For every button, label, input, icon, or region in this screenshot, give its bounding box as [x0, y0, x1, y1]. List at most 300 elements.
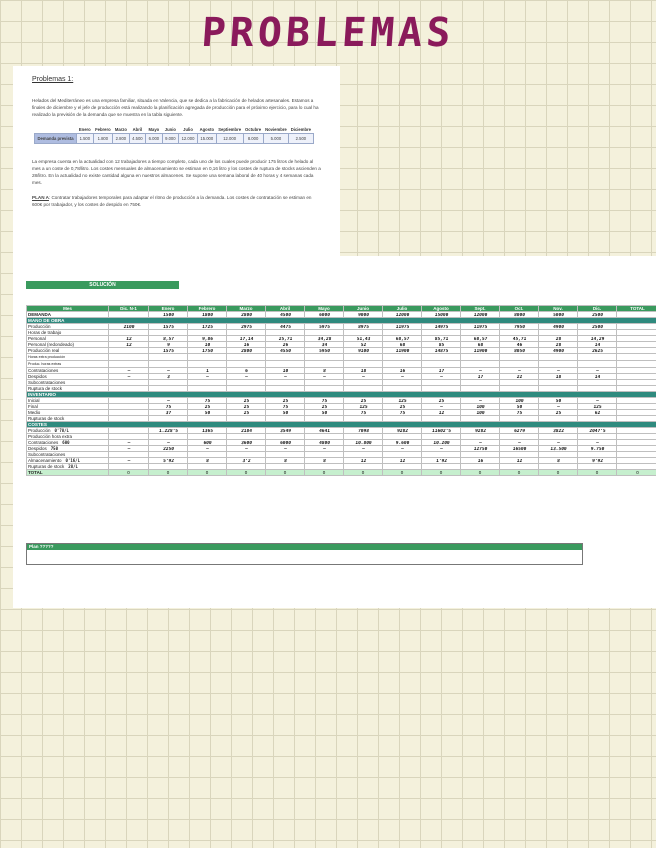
table-cell[interactable]: —: [538, 404, 578, 410]
table-cell[interactable]: —: [538, 440, 578, 446]
table-cell[interactable]: 18: [343, 368, 383, 374]
table-cell[interactable]: —: [187, 446, 227, 452]
table-cell[interactable]: —: [577, 368, 617, 374]
table-cell[interactable]: 12: [343, 458, 383, 464]
table-cell[interactable]: [187, 380, 227, 386]
table-cell[interactable]: —: [148, 398, 188, 404]
table-cell[interactable]: —: [460, 398, 500, 404]
table-cell[interactable]: 11900: [382, 348, 422, 354]
table-cell[interactable]: [382, 361, 422, 368]
table-cell[interactable]: [616, 458, 656, 464]
table-cell[interactable]: 0: [266, 470, 305, 476]
table-cell[interactable]: [499, 380, 539, 386]
table-cell[interactable]: [304, 452, 344, 458]
table-cell[interactable]: [187, 464, 227, 470]
table-cell[interactable]: [382, 452, 422, 458]
table-cell[interactable]: 100: [499, 398, 539, 404]
table-cell[interactable]: [499, 452, 539, 458]
table-cell[interactable]: 5000: [538, 312, 578, 318]
table-cell[interactable]: 2500: [577, 312, 617, 318]
table-cell[interactable]: 6000: [265, 440, 305, 446]
table-cell[interactable]: [460, 452, 500, 458]
table-cell[interactable]: 4641: [304, 428, 344, 434]
table-cell[interactable]: —: [226, 446, 266, 452]
table-cell[interactable]: 25: [421, 398, 461, 404]
table-cell[interactable]: [187, 434, 227, 440]
table-cell[interactable]: 8050: [499, 348, 539, 354]
table-cell[interactable]: [577, 361, 617, 368]
table-cell[interactable]: 14975: [421, 324, 461, 330]
table-cell[interactable]: 17: [460, 374, 500, 380]
table-cell[interactable]: [108, 428, 149, 434]
table-cell[interactable]: 3822: [538, 428, 578, 434]
table-cell[interactable]: —: [460, 368, 500, 374]
table-cell[interactable]: [265, 354, 305, 361]
table-cell[interactable]: [187, 416, 227, 422]
table-cell[interactable]: 34,28: [304, 336, 344, 342]
table-cell[interactable]: 26: [265, 342, 305, 348]
table-cell[interactable]: [616, 312, 656, 318]
table-cell[interactable]: 12: [421, 410, 461, 416]
table-cell[interactable]: 17: [421, 368, 461, 374]
table-cell[interactable]: [382, 434, 422, 440]
table-cell[interactable]: [265, 452, 305, 458]
table-cell[interactable]: 2500: [577, 324, 617, 330]
table-cell[interactable]: [108, 464, 149, 470]
table-cell[interactable]: [265, 361, 305, 368]
table-cell[interactable]: 3: [148, 374, 188, 380]
table-cell[interactable]: [304, 434, 344, 440]
table-cell[interactable]: 25,71: [265, 336, 305, 342]
table-cell[interactable]: [108, 380, 149, 386]
table-cell[interactable]: 8000: [499, 312, 539, 318]
table-cell[interactable]: [304, 361, 344, 368]
table-cell[interactable]: [460, 354, 500, 361]
table-cell[interactable]: [616, 404, 656, 410]
table-cell[interactable]: 85,71: [421, 336, 461, 342]
table-cell[interactable]: [304, 416, 344, 422]
table-cell[interactable]: [343, 416, 383, 422]
table-cell[interactable]: 4475: [265, 324, 305, 330]
table-cell[interactable]: [616, 398, 656, 404]
table-cell[interactable]: —: [108, 446, 149, 452]
table-cell[interactable]: [616, 446, 656, 452]
table-cell[interactable]: 50: [304, 410, 344, 416]
table-cell[interactable]: 0: [578, 470, 617, 476]
table-cell[interactable]: [460, 330, 500, 336]
table-cell[interactable]: 125: [382, 398, 422, 404]
table-cell[interactable]: [108, 348, 149, 354]
table-cell[interactable]: 37: [148, 410, 188, 416]
table-cell[interactable]: 25: [265, 398, 305, 404]
table-cell[interactable]: —: [108, 440, 149, 446]
table-cell[interactable]: 4900: [538, 348, 578, 354]
table-cell[interactable]: [226, 464, 266, 470]
table-cell[interactable]: 9,86: [187, 336, 227, 342]
table-cell[interactable]: 2047'5: [577, 428, 617, 434]
table-cell[interactable]: 51,43: [343, 336, 383, 342]
table-cell[interactable]: [343, 380, 383, 386]
table-cell[interactable]: [616, 416, 656, 422]
table-cell[interactable]: 0: [109, 470, 149, 476]
table-cell[interactable]: 68,57: [382, 336, 422, 342]
table-cell[interactable]: [616, 410, 656, 416]
table-cell[interactable]: [382, 464, 422, 470]
table-cell[interactable]: 68: [460, 342, 500, 348]
table-cell[interactable]: 12750: [460, 446, 500, 452]
table-cell[interactable]: 8: [265, 458, 305, 464]
table-cell[interactable]: 9282: [460, 428, 500, 434]
table-cell[interactable]: —: [421, 404, 461, 410]
table-cell[interactable]: 46: [499, 342, 539, 348]
table-cell[interactable]: [187, 330, 227, 336]
table-cell[interactable]: —: [265, 374, 305, 380]
table-cell[interactable]: 25: [226, 404, 266, 410]
table-cell[interactable]: 12: [108, 342, 149, 348]
table-cell[interactable]: [265, 434, 305, 440]
table-cell[interactable]: —: [265, 446, 305, 452]
table-cell[interactable]: [382, 416, 422, 422]
table-cell[interactable]: [538, 464, 578, 470]
table-cell[interactable]: 34: [304, 342, 344, 348]
table-cell[interactable]: —: [538, 368, 578, 374]
table-cell[interactable]: 25: [226, 410, 266, 416]
table-cell[interactable]: 1500: [148, 312, 188, 318]
table-cell[interactable]: 22: [499, 374, 539, 380]
table-cell[interactable]: [616, 348, 656, 354]
table-cell[interactable]: [304, 464, 344, 470]
table-cell[interactable]: [616, 434, 656, 440]
table-cell[interactable]: [577, 380, 617, 386]
table-cell[interactable]: [148, 354, 188, 361]
table-cell[interactable]: [499, 361, 539, 368]
table-cell[interactable]: 6000: [304, 312, 344, 318]
table-cell[interactable]: [616, 452, 656, 458]
table-cell[interactable]: [538, 330, 578, 336]
table-cell[interactable]: 25: [382, 404, 422, 410]
table-cell[interactable]: 5950: [304, 348, 344, 354]
table-cell[interactable]: [538, 354, 578, 361]
table-cell[interactable]: 4550: [265, 348, 305, 354]
table-cell[interactable]: [616, 361, 656, 368]
table-cell[interactable]: 1: [187, 368, 227, 374]
table-cell[interactable]: 4900: [538, 324, 578, 330]
table-cell[interactable]: —: [421, 446, 461, 452]
table-cell[interactable]: [421, 354, 461, 361]
table-cell[interactable]: [304, 380, 344, 386]
table-cell[interactable]: 12: [382, 458, 422, 464]
table-cell[interactable]: 52: [343, 342, 383, 348]
table-cell[interactable]: 2184: [226, 428, 266, 434]
table-cell[interactable]: [226, 380, 266, 386]
table-cell[interactable]: [265, 380, 305, 386]
table-cell[interactable]: —: [499, 440, 539, 446]
table-cell[interactable]: [187, 386, 227, 392]
table-cell[interactable]: [460, 416, 500, 422]
table-cell[interactable]: 8: [304, 458, 344, 464]
table-cell[interactable]: 16: [382, 368, 422, 374]
table-cell[interactable]: [616, 336, 656, 342]
table-cell[interactable]: [108, 404, 149, 410]
table-cell[interactable]: [421, 386, 461, 392]
table-cell[interactable]: 50: [187, 410, 227, 416]
table-cell[interactable]: 0: [383, 470, 422, 476]
table-cell[interactable]: [226, 361, 266, 368]
table-cell[interactable]: —: [577, 398, 617, 404]
table-cell[interactable]: 0: [461, 470, 500, 476]
table-cell[interactable]: 2625: [577, 348, 617, 354]
table-cell[interactable]: 0: [617, 470, 656, 476]
table-cell[interactable]: [616, 428, 656, 434]
table-cell[interactable]: 0: [227, 470, 266, 476]
table-cell[interactable]: [421, 416, 461, 422]
table-cell[interactable]: 1575: [148, 348, 188, 354]
table-cell[interactable]: 75: [499, 410, 539, 416]
table-cell[interactable]: [460, 464, 500, 470]
table-cell[interactable]: 0: [422, 470, 461, 476]
table-cell[interactable]: 14875: [421, 348, 461, 354]
table-cell[interactable]: 600: [187, 440, 227, 446]
table-cell[interactable]: 12000: [382, 312, 422, 318]
table-cell[interactable]: [538, 434, 578, 440]
table-cell[interactable]: 9100: [343, 348, 383, 354]
table-cell[interactable]: [148, 434, 188, 440]
table-cell[interactable]: [616, 324, 656, 330]
table-cell[interactable]: 75: [148, 404, 188, 410]
table-cell[interactable]: [343, 386, 383, 392]
table-cell[interactable]: —: [343, 374, 383, 380]
table-cell[interactable]: [577, 464, 617, 470]
table-cell[interactable]: 75: [187, 398, 227, 404]
table-cell[interactable]: [616, 386, 656, 392]
table-cell[interactable]: 0: [188, 470, 227, 476]
table-cell[interactable]: 17,14: [226, 336, 266, 342]
table-cell[interactable]: [187, 452, 227, 458]
table-cell[interactable]: —: [108, 374, 149, 380]
table-cell[interactable]: 13.500: [538, 446, 578, 452]
table-cell[interactable]: —: [148, 368, 188, 374]
table-cell[interactable]: [226, 386, 266, 392]
table-cell[interactable]: 10.200: [421, 440, 461, 446]
table-cell[interactable]: 9.600: [382, 440, 422, 446]
table-cell[interactable]: 75: [265, 404, 305, 410]
table-cell[interactable]: [265, 386, 305, 392]
table-cell[interactable]: [148, 386, 188, 392]
table-cell[interactable]: [343, 434, 383, 440]
table-cell[interactable]: [616, 330, 656, 336]
table-cell[interactable]: [499, 386, 539, 392]
table-cell[interactable]: [499, 330, 539, 336]
table-cell[interactable]: 16500: [499, 446, 539, 452]
table-cell[interactable]: [148, 464, 188, 470]
table-cell[interactable]: [343, 452, 383, 458]
table-cell[interactable]: 75: [382, 410, 422, 416]
table-cell[interactable]: 12: [499, 458, 539, 464]
table-cell[interactable]: 50: [265, 410, 305, 416]
table-cell[interactable]: [343, 361, 383, 368]
table-cell[interactable]: —: [382, 446, 422, 452]
table-cell[interactable]: [499, 354, 539, 361]
table-cell[interactable]: 2100: [108, 324, 149, 330]
table-cell[interactable]: 8: [187, 458, 227, 464]
table-cell[interactable]: [499, 434, 539, 440]
table-cell[interactable]: 16: [460, 458, 500, 464]
table-cell[interactable]: 100: [460, 404, 500, 410]
table-cell[interactable]: 4500: [265, 312, 305, 318]
table-cell[interactable]: 2800: [226, 348, 266, 354]
table-cell[interactable]: 11602'5: [421, 428, 461, 434]
table-cell[interactable]: 12: [108, 336, 149, 342]
table-cell[interactable]: [577, 416, 617, 422]
table-cell[interactable]: [304, 354, 344, 361]
table-cell[interactable]: [382, 354, 422, 361]
table-cell[interactable]: 25: [226, 398, 266, 404]
table-cell[interactable]: [460, 386, 500, 392]
table-cell[interactable]: 68,57: [460, 336, 500, 342]
table-cell[interactable]: [108, 398, 149, 404]
table-cell[interactable]: —: [499, 368, 539, 374]
table-cell[interactable]: [226, 330, 266, 336]
table-cell[interactable]: 50: [499, 404, 539, 410]
table-cell[interactable]: 14: [577, 342, 617, 348]
table-cell[interactable]: [421, 361, 461, 368]
table-cell[interactable]: [499, 416, 539, 422]
table-cell[interactable]: 2975: [226, 324, 266, 330]
table-cell[interactable]: 14: [577, 374, 617, 380]
table-cell[interactable]: [108, 354, 149, 361]
table-cell[interactable]: 125: [343, 404, 383, 410]
table-cell[interactable]: [265, 330, 305, 336]
table-cell[interactable]: [616, 440, 656, 446]
table-cell[interactable]: 68: [382, 342, 422, 348]
table-cell[interactable]: 11975: [460, 324, 500, 330]
table-cell[interactable]: [148, 380, 188, 386]
table-cell[interactable]: [538, 380, 578, 386]
table-cell[interactable]: [187, 361, 227, 368]
table-cell[interactable]: 75: [304, 398, 344, 404]
table-cell[interactable]: —: [343, 446, 383, 452]
table-cell[interactable]: 45,71: [499, 336, 539, 342]
table-cell[interactable]: [421, 434, 461, 440]
table-cell[interactable]: [226, 354, 266, 361]
table-cell[interactable]: [148, 416, 188, 422]
table-cell[interactable]: 75: [343, 410, 383, 416]
table-cell[interactable]: 15000: [421, 312, 461, 318]
table-cell[interactable]: [343, 330, 383, 336]
table-cell[interactable]: [421, 464, 461, 470]
table-cell[interactable]: 11975: [382, 324, 422, 330]
table-cell[interactable]: 0: [305, 470, 344, 476]
table-cell[interactable]: 10: [187, 342, 227, 348]
table-cell[interactable]: 12000: [460, 312, 500, 318]
table-cell[interactable]: [577, 434, 617, 440]
table-cell[interactable]: 18: [538, 374, 578, 380]
table-cell[interactable]: 10.800: [343, 440, 383, 446]
table-cell[interactable]: 7098: [343, 428, 383, 434]
table-cell[interactable]: 25: [343, 398, 383, 404]
table-cell[interactable]: —: [226, 374, 266, 380]
table-cell[interactable]: 9: [148, 342, 188, 348]
table-cell[interactable]: [616, 342, 656, 348]
table-cell[interactable]: 9282: [382, 428, 422, 434]
table-cell[interactable]: [108, 312, 149, 318]
table-cell[interactable]: 50: [538, 398, 578, 404]
table-cell[interactable]: [226, 434, 266, 440]
table-cell[interactable]: [108, 386, 149, 392]
table-cell[interactable]: [616, 374, 656, 380]
table-cell[interactable]: [265, 464, 305, 470]
table-cell[interactable]: [577, 330, 617, 336]
table-cell[interactable]: 3'2: [226, 458, 266, 464]
table-cell[interactable]: —: [148, 440, 188, 446]
table-cell[interactable]: 2250: [148, 446, 188, 452]
table-cell[interactable]: 28: [538, 342, 578, 348]
table-cell[interactable]: —: [382, 374, 422, 380]
table-cell[interactable]: [577, 452, 617, 458]
table-cell[interactable]: 8975: [343, 324, 383, 330]
table-cell[interactable]: [382, 380, 422, 386]
table-cell[interactable]: 1'92: [421, 458, 461, 464]
table-cell[interactable]: 25: [187, 404, 227, 410]
table-cell[interactable]: 1365: [187, 428, 227, 434]
table-cell[interactable]: [538, 416, 578, 422]
table-cell[interactable]: 0: [500, 470, 539, 476]
table-cell[interactable]: —: [421, 374, 461, 380]
table-cell[interactable]: [265, 416, 305, 422]
table-cell[interactable]: [577, 354, 617, 361]
table-cell[interactable]: [382, 330, 422, 336]
table-cell[interactable]: 0: [149, 470, 188, 476]
table-cell[interactable]: 5975: [304, 324, 344, 330]
table-cell[interactable]: [538, 361, 578, 368]
table-cell[interactable]: 7950: [499, 324, 539, 330]
table-cell[interactable]: 1575: [148, 324, 188, 330]
table-cell[interactable]: 9.750: [577, 446, 617, 452]
table-cell[interactable]: 25: [304, 404, 344, 410]
table-cell[interactable]: [108, 434, 149, 440]
table-cell[interactable]: 6: [226, 368, 266, 374]
table-cell[interactable]: [148, 361, 188, 368]
table-cell[interactable]: 1.228'5: [148, 428, 188, 434]
table-cell[interactable]: [108, 452, 149, 458]
table-cell[interactable]: 2800: [226, 312, 266, 318]
table-cell[interactable]: 10: [265, 368, 305, 374]
table-cell[interactable]: [343, 354, 383, 361]
table-cell[interactable]: 9000: [343, 312, 383, 318]
table-cell[interactable]: [148, 452, 188, 458]
table-cell[interactable]: [421, 452, 461, 458]
table-cell[interactable]: [108, 361, 149, 368]
table-cell[interactable]: —: [577, 440, 617, 446]
table-cell[interactable]: [108, 410, 149, 416]
table-cell[interactable]: [460, 361, 500, 368]
table-cell[interactable]: [538, 386, 578, 392]
table-cell[interactable]: [499, 464, 539, 470]
table-cell[interactable]: 100: [460, 410, 500, 416]
table-cell[interactable]: [460, 380, 500, 386]
table-cell[interactable]: [226, 452, 266, 458]
table-cell[interactable]: 25: [538, 410, 578, 416]
table-cell[interactable]: 85: [421, 342, 461, 348]
table-cell[interactable]: [148, 330, 188, 336]
table-cell[interactable]: [304, 330, 344, 336]
table-cell[interactable]: 8,57: [148, 336, 188, 342]
table-cell[interactable]: 62: [577, 410, 617, 416]
table-cell[interactable]: 11900: [460, 348, 500, 354]
table-cell[interactable]: —: [304, 374, 344, 380]
table-cell[interactable]: —: [187, 374, 227, 380]
table-cell[interactable]: 8: [538, 458, 578, 464]
